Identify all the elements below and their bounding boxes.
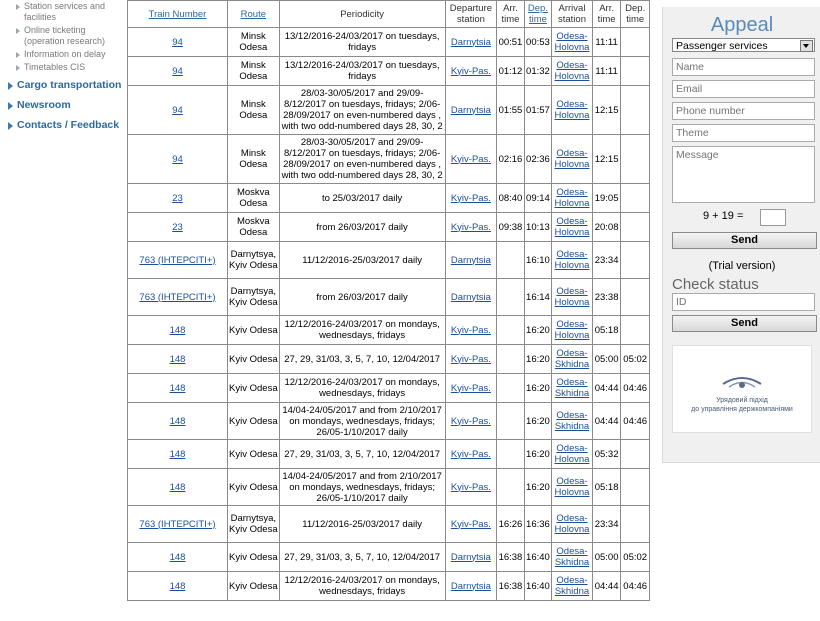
schedule-table [127, 0, 650, 601]
col-arr-time: Arr. time [497, 1, 524, 28]
train-number-link[interactable]: 148 [169, 580, 186, 592]
dep-time-cell: 16:14 [524, 279, 551, 316]
train-number-cell [128, 28, 228, 57]
arrival-station-link[interactable]: Odesa-Holovna [554, 31, 590, 53]
table-row [128, 242, 650, 279]
dep-time-cell: 09:14 [524, 184, 551, 213]
periodicity-cell: from 26/03/2017 daily [279, 213, 445, 242]
dep-time-2-cell [621, 184, 650, 213]
train-number-link[interactable]: 148 [169, 448, 186, 460]
departure-station-cell [445, 345, 497, 374]
departure-station-cell [445, 242, 497, 279]
route-cell: Minsk Odesa [228, 135, 280, 184]
departure-station-link[interactable]: Kyiv-Pas. [450, 415, 491, 427]
train-number-link[interactable]: 148 [169, 551, 186, 563]
departure-station-cell [445, 440, 497, 469]
table-row [128, 316, 650, 345]
table-row [128, 469, 650, 506]
departure-station-cell [445, 86, 497, 135]
departure-station-cell [445, 572, 497, 601]
periodicity-cell: 12/12/2016-24/03/2017 on mondays, wednesdays, fridays [279, 572, 445, 601]
dep-time-cell: 16:20 [524, 440, 551, 469]
arr-time-cell [497, 242, 524, 279]
table-row [128, 135, 650, 184]
train-number-link[interactable]: 763 (ІНТЕРСІТІ+) [139, 291, 216, 303]
banner-logo-icon [721, 374, 763, 392]
departure-station-link[interactable]: Kyiv-Pas. [450, 448, 491, 460]
arr-time-2-cell: 05:00 [592, 543, 621, 572]
arr-time-2-cell: 05:00 [592, 345, 621, 374]
table-row [128, 374, 650, 403]
departure-station-link[interactable]: Kyiv-Pas. [450, 221, 491, 233]
dep-time-cell: 16:40 [524, 572, 551, 601]
name-field[interactable] [672, 58, 815, 76]
departure-station-link[interactable]: Kyiv-Pas. [450, 192, 491, 204]
arr-time-cell [497, 279, 524, 316]
departure-station-cell [445, 469, 497, 506]
train-number-cell [128, 184, 228, 213]
arr-time-2-cell: 11:11 [592, 28, 621, 57]
dep-time-2-cell [621, 440, 650, 469]
dep-time-cell: 16:20 [524, 469, 551, 506]
table-row [128, 86, 650, 135]
route-cell: Darnytsya, Kyiv Odesa [228, 506, 280, 543]
email-field[interactable] [672, 80, 815, 98]
route-cell: Kyiv Odesa [228, 345, 280, 374]
theme-field[interactable] [672, 124, 815, 142]
arrival-station-link[interactable]: Odesa-Holovna [554, 476, 590, 498]
periodicity-cell: 11/12/2016-25/03/2017 daily [279, 506, 445, 543]
banner-text [673, 396, 811, 414]
dep-time-cell: 16:36 [524, 506, 551, 543]
arrival-station-link[interactable]: Odesa-Holovna [554, 216, 590, 238]
train-number-link[interactable]: 94 [172, 153, 183, 165]
arr-time-cell: 16:26 [497, 506, 524, 543]
arrival-station-cell [552, 57, 593, 86]
check-status-title: Check status [672, 276, 759, 293]
route-cell: Kyiv Odesa [228, 440, 280, 469]
departure-station-link[interactable]: Kyiv-Pas. [450, 65, 491, 77]
periodicity-cell: 28/03-30/05/2017 and 29/09-8/12/2017 on tuesdays, fridays; 2/06-28/09/2017 on even-numbered days , with two odd-numbered days 28, 30, 2 [279, 86, 445, 135]
departure-station-link[interactable]: Darnytsia [450, 580, 491, 592]
dep-time-2-cell [621, 28, 650, 57]
table-row [128, 506, 650, 543]
arrival-station-cell [552, 440, 593, 469]
arr-time-2-cell: 11:11 [592, 57, 621, 86]
table-header-row [128, 1, 650, 28]
arr-time-cell [497, 345, 524, 374]
dep-time-2-cell [621, 86, 650, 135]
table-row [128, 345, 650, 374]
arrival-station-cell [552, 543, 593, 572]
dep-time-2-cell: 04:46 [621, 572, 650, 601]
arr-time-2-cell: 05:18 [592, 469, 621, 506]
dep-time-cell: 16:20 [524, 403, 551, 440]
route-cell: Kyiv Odesa [228, 469, 280, 506]
train-number-cell [128, 543, 228, 572]
train-number-cell [128, 86, 228, 135]
arr-time-cell: 16:38 [497, 572, 524, 601]
arrival-station-cell [552, 184, 593, 213]
table-row [128, 279, 650, 316]
train-number-cell [128, 403, 228, 440]
arr-time-2-cell: 20:08 [592, 213, 621, 242]
train-number-cell [128, 572, 228, 601]
table-row [128, 57, 650, 86]
arrival-station-cell [552, 403, 593, 440]
arrival-station-link[interactable]: Odesa-Holovna [554, 319, 590, 341]
departure-station-link[interactable]: Kyiv-Pas. [450, 481, 491, 493]
departure-station-link[interactable]: Kyiv-Pas. [450, 382, 491, 394]
dep-time-2-cell: 04:46 [621, 403, 650, 440]
route-cell: Kyiv Odesa [228, 572, 280, 601]
train-number-link[interactable]: 94 [172, 104, 183, 116]
train-number-cell [128, 374, 228, 403]
train-number-cell [128, 440, 228, 469]
col-departure-station: Departure station [445, 1, 497, 28]
arrival-station-link[interactable]: Odesa-Holovna [554, 286, 590, 308]
route-cell: Minsk Odesa [228, 86, 280, 135]
departure-station-cell [445, 506, 497, 543]
arr-time-2-cell: 04:44 [592, 374, 621, 403]
dep-time-2-cell: 05:02 [621, 345, 650, 374]
periodicity-cell: 14/04-24/05/2017 and from 2/10/2017 on mondays, wednesdays, fridays; 26/05-1/10/2017 daily [279, 403, 445, 440]
departure-station-cell [445, 316, 497, 345]
arr-time-cell: 09:38 [497, 213, 524, 242]
route-cell: Darnytsya, Kyiv Odesa [228, 242, 280, 279]
departure-station-link[interactable]: Kyiv-Pas. [450, 153, 491, 165]
train-number-link[interactable]: 94 [172, 65, 183, 77]
departure-station-cell [445, 374, 497, 403]
gov-banner[interactable] [672, 345, 812, 433]
train-number-cell [128, 469, 228, 506]
arr-time-cell [497, 403, 524, 440]
arrival-station-cell [552, 316, 593, 345]
periodicity-cell: 14/04-24/05/2017 and from 2/10/2017 on mondays, wednesdays, fridays; 26/05-1/10/2017 daily [279, 469, 445, 506]
table-row [128, 440, 650, 469]
departure-station-cell [445, 213, 497, 242]
train-number-link[interactable]: 148 [169, 382, 186, 394]
train-number-link[interactable]: 148 [169, 415, 186, 427]
arr-time-cell: 00:51 [497, 28, 524, 57]
dep-time-cell: 16:20 [524, 345, 551, 374]
category-select[interactable] [672, 38, 815, 52]
departure-station-cell [445, 184, 497, 213]
dep-time-2-cell [621, 213, 650, 242]
dep-time-cell: 16:10 [524, 242, 551, 279]
arr-time-cell [497, 469, 524, 506]
train-number-cell [128, 279, 228, 316]
route-cell: Kyiv Odesa [228, 403, 280, 440]
col-dep-time-2: Dep. time [621, 1, 650, 28]
train-number-cell [128, 506, 228, 543]
route-cell: Kyiv Odesa [228, 543, 280, 572]
train-number-link[interactable]: 763 (ІНТЕРСІТІ+) [139, 254, 216, 266]
submenu-station-services[interactable]: Station services and facilities [16, 1, 125, 23]
submenu-delay-info[interactable]: Information on delay [16, 49, 125, 60]
arrival-station-link[interactable]: Odesa-Skhidna [554, 575, 590, 597]
arrival-station-link[interactable]: Odesa-Holovna [554, 60, 590, 82]
table-row [128, 28, 650, 57]
periodicity-cell: to 25/03/2017 daily [279, 184, 445, 213]
departure-station-cell [445, 135, 497, 184]
arr-time-cell [497, 316, 524, 345]
arr-time-2-cell: 19:05 [592, 184, 621, 213]
arrival-station-link[interactable]: Odesa-Holovna [554, 99, 590, 121]
periodicity-cell: 27, 29, 31/03, 3, 5, 7, 10, 12/04/2017 [279, 543, 445, 572]
periodicity-cell: from 26/03/2017 daily [279, 279, 445, 316]
arrival-station-cell [552, 28, 593, 57]
arrival-station-link[interactable]: Odesa-Holovna [554, 249, 590, 271]
train-number-cell [128, 345, 228, 374]
periodicity-cell: 13/12/2016-24/03/2017 on tuesdays, fridays [279, 28, 445, 57]
departure-station-link[interactable]: Darnytsia [450, 291, 491, 303]
arr-time-cell: 16:38 [497, 543, 524, 572]
table-row [128, 403, 650, 440]
periodicity-cell: 11/12/2016-25/03/2017 daily [279, 242, 445, 279]
col-train-number[interactable]: Train Number [128, 1, 228, 28]
arrival-station-cell [552, 345, 593, 374]
departure-station-link[interactable]: Darnytsia [450, 36, 491, 48]
trial-version-note: (Trial version) [708, 260, 776, 272]
arr-time-cell: 01:12 [497, 57, 524, 86]
appeal-title: Appeal [710, 14, 774, 36]
dep-time-cell: 16:40 [524, 543, 551, 572]
arr-time-2-cell: 05:18 [592, 316, 621, 345]
arrival-station-link[interactable]: Odesa-Holovna [554, 187, 590, 209]
dep-time-cell: 00:53 [524, 28, 551, 57]
captcha-answer-input[interactable] [760, 209, 786, 226]
arrival-station-link[interactable]: Odesa-Holovna [554, 148, 590, 170]
route-cell: Kyiv Odesa [228, 316, 280, 345]
departure-station-cell [445, 279, 497, 316]
dep-time-2-cell [621, 469, 650, 506]
table-row [128, 543, 650, 572]
table-row [128, 572, 650, 601]
dep-time-2-cell [621, 279, 650, 316]
menu-newsroom[interactable]: Newsroom [8, 99, 125, 112]
dep-time-2-cell [621, 506, 650, 543]
dep-time-2-cell: 04:46 [621, 374, 650, 403]
departure-station-link[interactable]: Kyiv-Pas. [450, 353, 491, 365]
train-number-link[interactable]: 763 (ІНТЕРСІТІ+) [139, 518, 216, 530]
departure-station-link[interactable]: Kyiv-Pas. [450, 518, 491, 530]
chevron-down-icon[interactable] [800, 40, 813, 52]
arrival-station-cell [552, 279, 593, 316]
periodicity-cell: 27, 29, 31/03, 3, 5, 7, 10, 12/04/2017 [279, 440, 445, 469]
arrival-station-cell [552, 506, 593, 543]
train-number-cell [128, 316, 228, 345]
arr-time-cell: 02:16 [497, 135, 524, 184]
arr-time-2-cell: 04:44 [592, 403, 621, 440]
arr-time-2-cell: 12:15 [592, 86, 621, 135]
train-number-cell [128, 135, 228, 184]
arrival-station-cell [552, 242, 593, 279]
train-number-link[interactable]: 148 [169, 353, 186, 365]
arr-time-2-cell: 04:44 [592, 572, 621, 601]
arrival-station-cell [552, 572, 593, 601]
send-check-button[interactable]: Send [672, 315, 817, 332]
id-field[interactable] [672, 293, 815, 311]
category-selected-value: Passenger services [676, 40, 768, 52]
phone-field[interactable] [672, 102, 815, 120]
train-number-link[interactable]: 94 [172, 36, 183, 48]
arr-time-cell: 01:55 [497, 86, 524, 135]
dep-time-cell: 10:13 [524, 213, 551, 242]
col-route[interactable]: Route [228, 1, 280, 28]
train-number-cell [128, 213, 228, 242]
train-number-cell [128, 57, 228, 86]
departure-station-cell [445, 403, 497, 440]
train-number-cell [128, 242, 228, 279]
periodicity-cell: 13/12/2016-24/03/2017 on tuesdays, fridays [279, 57, 445, 86]
dep-time-2-cell [621, 135, 650, 184]
dep-time-2-cell [621, 57, 650, 86]
dep-time-cell: 01:57 [524, 86, 551, 135]
schedule-table-container [127, 0, 650, 621]
route-cell: Darnytsya, Kyiv Odesa [228, 279, 280, 316]
train-number-link[interactable]: 23 [172, 192, 183, 204]
services-submenu [0, 1, 125, 73]
arr-time-cell [497, 374, 524, 403]
train-number-link[interactable]: 148 [169, 324, 186, 336]
menu-contacts-feedback[interactable]: Contacts / Feedback [8, 119, 125, 132]
route-cell: Minsk Odesa [228, 57, 280, 86]
menu-cargo-transportation[interactable]: Cargo transportation [8, 79, 125, 92]
submenu-online-ticketing[interactable]: Online ticketing (operation research) [16, 25, 125, 47]
col-arr-time-2: Arr. time [592, 1, 621, 28]
arrival-station-link[interactable]: Odesa-Skhidna [554, 410, 590, 432]
periodicity-cell: 27, 29, 31/03, 3, 5, 7, 10, 12/04/2017 [279, 345, 445, 374]
departure-station-cell [445, 543, 497, 572]
route-cell: Kyiv Odesa [228, 374, 280, 403]
arrival-station-link[interactable]: Odesa-Skhidna [554, 348, 590, 370]
arrival-station-cell [552, 213, 593, 242]
route-cell: Moskva Odesa [228, 184, 280, 213]
arr-time-2-cell: 23:34 [592, 242, 621, 279]
periodicity-cell: 12/12/2016-24/03/2017 on mondays, wednesdays, fridays [279, 374, 445, 403]
banner-line-2: до управління держкомпаніями [691, 406, 793, 413]
arrival-station-cell [552, 374, 593, 403]
train-number-link[interactable]: 23 [172, 221, 183, 233]
col-arrival-station: Arrival station [552, 1, 593, 28]
route-cell: Moskva Odesa [228, 213, 280, 242]
arrival-station-cell [552, 469, 593, 506]
arr-time-cell [497, 440, 524, 469]
submenu-timetables-cis[interactable]: Timetables CIS [16, 62, 125, 73]
schedule-body [128, 28, 650, 601]
departure-station-link[interactable]: Darnytsia [450, 104, 491, 116]
captcha-question: 9 + 19 = [703, 210, 744, 222]
dep-time-2-cell: 05:02 [621, 543, 650, 572]
departure-station-link[interactable]: Darnytsia [450, 551, 491, 563]
table-row [128, 213, 650, 242]
arr-time-2-cell: 05:32 [592, 440, 621, 469]
left-sidebar [0, 0, 125, 621]
banner-line-1: Урядовий підхід [716, 397, 768, 404]
arr-time-cell: 08:40 [497, 184, 524, 213]
route-cell: Minsk Odesa [228, 28, 280, 57]
periodicity-cell: 12/12/2016-24/03/2017 on mondays, wednesdays, fridays [279, 316, 445, 345]
arrival-station-link[interactable]: Odesa-Holovna [554, 513, 590, 535]
periodicity-cell: 28/03-30/05/2017 and 29/09-8/12/2017 on tuesdays, fridays; 2/06-28/09/2017 on even-numbered days , with two odd-numbered days 28, 30, 2 [279, 135, 445, 184]
departure-station-cell [445, 57, 497, 86]
arrival-station-link[interactable]: Odesa-Holovna [554, 443, 590, 465]
dep-time-cell: 16:20 [524, 316, 551, 345]
arrival-station-cell [552, 135, 593, 184]
arr-time-2-cell: 23:34 [592, 506, 621, 543]
main-menu [0, 79, 125, 132]
send-appeal-button[interactable]: Send [672, 232, 817, 249]
train-number-link[interactable]: 148 [169, 481, 186, 493]
dep-time-cell: 02:36 [524, 135, 551, 184]
table-row [128, 184, 650, 213]
col-dep-time[interactable]: Dep. time [524, 1, 551, 28]
dep-time-cell: 01:32 [524, 57, 551, 86]
message-field[interactable] [672, 146, 815, 203]
dep-time-cell: 16:20 [524, 374, 551, 403]
departure-station-cell [445, 28, 497, 57]
dep-time-2-cell [621, 316, 650, 345]
arr-time-2-cell: 12:15 [592, 135, 621, 184]
arr-time-2-cell: 23:38 [592, 279, 621, 316]
arrival-station-link[interactable]: Odesa-Skhidna [554, 546, 590, 568]
dep-time-2-cell [621, 242, 650, 279]
departure-station-link[interactable]: Darnytsia [450, 254, 491, 266]
arrival-station-link[interactable]: Odesa-Skhidna [554, 377, 590, 399]
arrival-station-cell [552, 86, 593, 135]
col-periodicity: Periodicity [279, 1, 445, 28]
departure-station-link[interactable]: Kyiv-Pas. [450, 324, 491, 336]
